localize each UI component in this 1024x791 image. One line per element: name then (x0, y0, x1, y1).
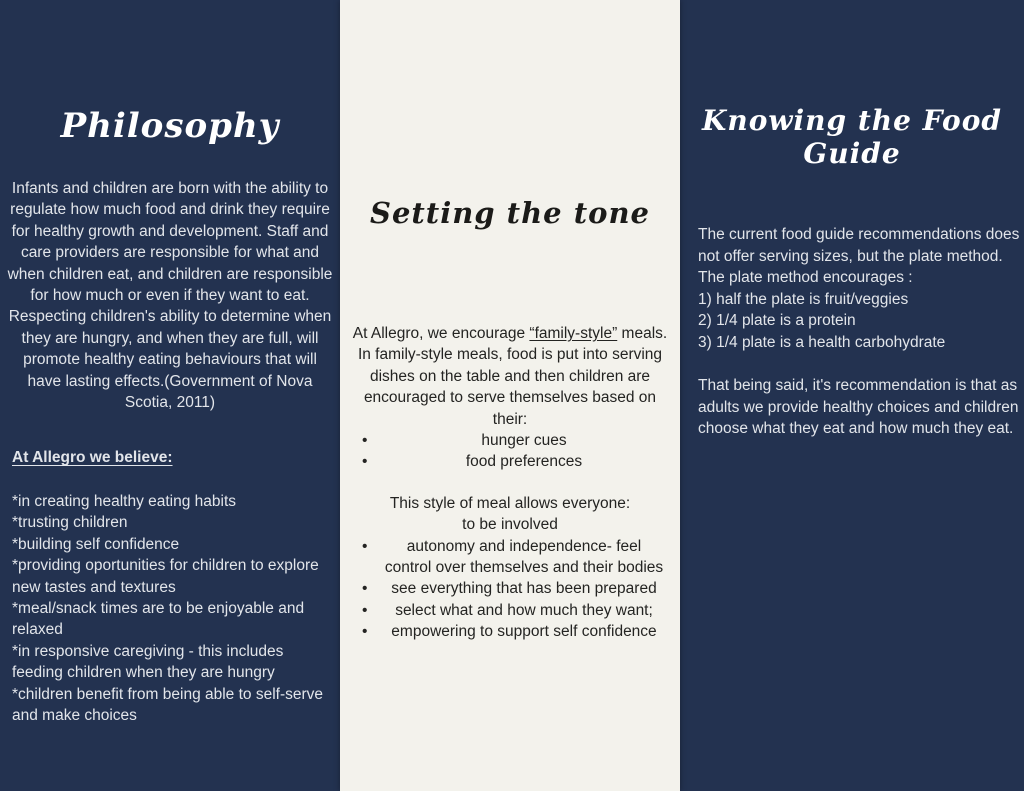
believe-item: *in responsive caregiving - this includes feeding children when they are hungry (12, 642, 284, 682)
list-item: • see everything that has been prepared (362, 578, 664, 599)
setting-tone-title: Setting the tone (370, 196, 650, 230)
intro-text-after: meals. In family-style meals, food is put into serving dishes on the table and then children are encouraged to serve themselves based on their: (357, 325, 668, 428)
bullet-icon: • (362, 580, 368, 598)
numbered-item: 3) 1/4 plate is a health carbohydrate (698, 333, 946, 351)
allows-heading-line2: to be involved (462, 516, 558, 534)
believe-list (0, 491, 340, 726)
allows-heading-line1: This style of meal allows everyone: (389, 494, 631, 512)
paragraph-spacer (698, 354, 1020, 376)
meal-allows-list (346, 536, 674, 643)
bullet-icon: • (362, 537, 368, 555)
believe-item: *building self confidence (12, 535, 180, 553)
numbered-item: 1) half the plate is fruit/veggies (698, 290, 909, 308)
setting-tone-body (340, 323, 680, 643)
numbered-item: 2) 1/4 plate is a protein (698, 312, 856, 330)
believe-item: *in creating healthy eating habits (12, 492, 237, 510)
philosophy-title: Philosophy (60, 106, 280, 146)
list-item: • food preferences (362, 451, 664, 472)
bullet-icon: • (362, 432, 368, 450)
plate-method-encourages: The plate method encourages : (698, 269, 913, 287)
philosophy-panel (0, 0, 340, 791)
philosophy-intro-paragraph: Infants and children are born with the ability to regulate how much food and drink they require for healthy growth and development. Staff and care providers are responsible for what and when children eat, and children are responsible for how much or even if they want to eat. Respecting children's ability to determine when they are hungry, and when they are full, will promote healthy eating behaviours that will have lasting effects.(Government of Nova Scotia, 2011) (7, 180, 333, 412)
intro-text-before: At Allegro, we encourage (352, 325, 530, 342)
food-guide-panel (680, 0, 1024, 791)
meal-allows-block (346, 493, 674, 536)
believe-item: *trusting children (12, 514, 128, 532)
list-item: • select what and how much they want; (362, 600, 664, 621)
believe-item: *providing oportunities for children to explore new tastes and textures (12, 557, 319, 596)
recommendation-paragraph: That being said, it's recommendation is that as adults we provide healthy choices and children choose what they eat and how much they eat. (698, 377, 1019, 438)
believe-heading: At Allegro we believe: (12, 449, 173, 467)
bullet-icon: • (362, 601, 368, 619)
list-item: • autonomy and independence- feel control over themselves and their bodies (362, 537, 664, 577)
plate-method-paragraph: The current food guide recommendations does not offer serving sizes, but the plate method. (698, 226, 1020, 265)
serve-based-on-list (346, 430, 674, 473)
bullet-icon: • (362, 453, 368, 471)
setting-tone-panel (340, 0, 680, 791)
bullet-icon: • (362, 623, 368, 641)
food-guide-title: Knowing the Food Guide (702, 104, 1002, 170)
list-item: • empowering to support self confidence (362, 621, 664, 642)
family-style-underlined-text: “family-style” (529, 325, 618, 342)
family-style-paragraph (346, 323, 674, 430)
list-item: • hunger cues (362, 430, 664, 451)
plate-method-numbered-list (698, 289, 1020, 354)
believe-item: *meal/snack times are to be enjoyable and relaxed (12, 599, 305, 639)
food-guide-body (680, 224, 1024, 440)
believe-item: *children benefit from being able to self-serve and make choices (12, 685, 324, 724)
